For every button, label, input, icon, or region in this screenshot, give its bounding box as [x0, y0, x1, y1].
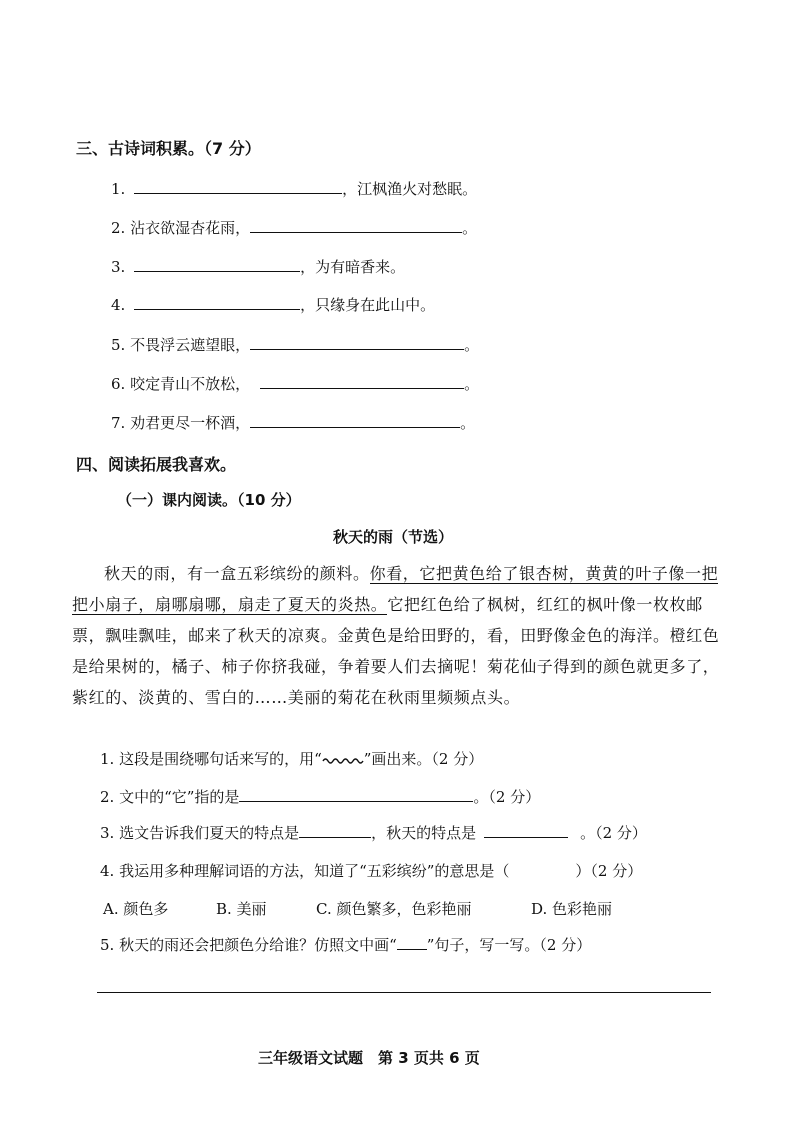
section-3-title: 三、古诗词积累。（7 分）: [76, 139, 261, 158]
question-2: [100, 786, 540, 807]
item-text: 沾衣欲湿杏花雨，: [130, 219, 251, 237]
wavy-line-icon: [322, 755, 364, 765]
answer-blank[interactable]: [484, 823, 568, 838]
answer-writing-line[interactable]: [97, 992, 711, 993]
item-text: 。: [464, 336, 480, 354]
answer-blank[interactable]: [134, 179, 342, 194]
poem-item-7: [111, 412, 475, 433]
poem-item-4: [111, 294, 435, 315]
question-text: 4. 我运用多种理解词语的方法，知道了“五彩缤纷”的意思是（: [100, 862, 510, 880]
item-text: 。: [462, 219, 478, 237]
straight-line-mark: [397, 935, 427, 950]
question-text: ”画出来。（2 分）: [363, 750, 484, 768]
poem-item-1: [111, 178, 477, 199]
item-text: ，只缘身在此山中。: [300, 296, 436, 314]
question-text: 5. 秋天的雨还会把颜色分给谁？仿照文中画“: [100, 936, 397, 954]
answer-blank[interactable]: [299, 823, 371, 838]
option-d[interactable]: D. 色彩艳丽: [531, 900, 613, 918]
question-text: 3. 选文告诉我们夏天的特点是: [100, 824, 300, 842]
page-footer: 三年级语文试题 第 3 页共 6 页: [258, 1049, 480, 1067]
question-text: ，秋天的特点是: [371, 824, 477, 842]
answer-blank[interactable]: [134, 295, 300, 310]
item-text: 咬定青山不放松，: [130, 375, 251, 393]
option-c[interactable]: C. 颜色繁多，色彩艳丽: [316, 900, 472, 918]
question-5: [100, 934, 591, 955]
underlined-sentence: 你看，它把黄色给了银杏树，黄黄的叶子像一把把小扇子，扇哪扇哪，扇走了夏天的炎热。: [72, 564, 719, 614]
poem-item-6: [111, 373, 479, 394]
answer-blank[interactable]: [134, 257, 300, 272]
reading-passage: [72, 558, 728, 713]
item-number: 4.: [111, 296, 126, 314]
item-number: 1.: [111, 180, 126, 198]
answer-blank[interactable]: [250, 413, 460, 428]
item-text: 。: [460, 414, 476, 432]
item-number: 5.: [111, 336, 126, 354]
question-text: 。（2 分）: [580, 824, 647, 842]
item-number: 6.: [111, 375, 126, 393]
poem-item-5: [111, 334, 479, 355]
item-number: 7.: [111, 414, 126, 432]
question-text: 2. 文中的“它”指的是: [100, 788, 240, 806]
answer-blank[interactable]: [260, 374, 464, 389]
answer-blank[interactable]: [250, 218, 462, 233]
question-text: 1. 这段是围绕哪句话来写的，用“: [100, 750, 322, 768]
poem-item-2: [111, 217, 477, 238]
passage-text: 它把红色给了枫树，红红的枫叶像一枚枚邮票，飘哇飘哇，邮来了秋天的凉爽。金黄色是给田野的，看，田野像金色的海洋。橙红色是给果树的，橘子、柿子你挤我碰，争着要人们去摘呢！菊花仙子得到的颜色就更多了，紫红的、淡黄的、雪白的……美丽的菊花在秋雨里频频点头。: [72, 595, 720, 707]
question-text: ”句子，写一写。（2 分）: [426, 936, 592, 954]
item-text: 不畏浮云遮望眼，: [130, 336, 251, 354]
question-text: ）（2 分）: [575, 862, 643, 880]
sub-section-title: （一）课内阅读。（10 分）: [117, 491, 301, 509]
section-4-title: 四、阅读拓展我喜欢。: [76, 455, 237, 474]
item-text: 劝君更尽一杯酒，: [130, 414, 251, 432]
question-4: [100, 860, 642, 881]
option-a[interactable]: A. 颜色多: [103, 900, 169, 918]
poem-item-3: [111, 256, 405, 277]
passage-text: 秋天的雨，有一盒五彩缤纷的颜料。: [104, 564, 370, 583]
item-text: 。: [464, 375, 480, 393]
item-text: ，为有暗香来。: [300, 258, 406, 276]
question-text: 。（2 分）: [473, 788, 541, 806]
answer-blank[interactable]: [239, 787, 473, 802]
option-b[interactable]: B. 美丽: [216, 900, 267, 918]
passage-title: 秋天的雨（节选）: [333, 528, 454, 546]
item-text: ，江枫渔火对愁眠。: [342, 180, 478, 198]
question-1: [100, 748, 483, 769]
item-number: 2.: [111, 219, 126, 237]
item-number: 3.: [111, 258, 126, 276]
answer-blank[interactable]: [250, 335, 464, 350]
question-3: [100, 822, 647, 843]
